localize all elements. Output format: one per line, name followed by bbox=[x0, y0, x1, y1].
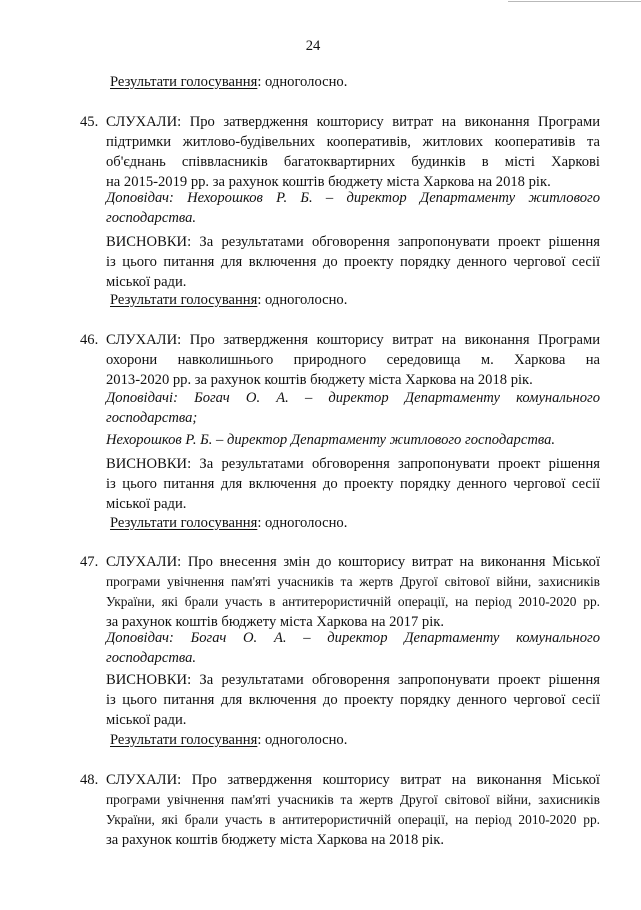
text-line: програми увічнення пам'яті учасників та жертв Другої світової війни, захисників bbox=[106, 792, 600, 807]
voting-result-label: Результати голосування bbox=[110, 515, 258, 531]
text-line: господарства. bbox=[106, 210, 197, 226]
text-line: міської ради. bbox=[106, 712, 187, 728]
text-line: міської ради. bbox=[106, 496, 187, 512]
conclusion-text bbox=[106, 454, 600, 514]
speaker-text bbox=[106, 188, 600, 228]
voting-result-value: : одноголосно. bbox=[257, 732, 348, 748]
voting-result bbox=[110, 730, 347, 750]
text-line: СЛУХАЛИ: Про затвердження кошторису витрат на виконання Програми bbox=[106, 332, 600, 348]
item-number: 45. bbox=[80, 114, 99, 130]
heard-text bbox=[106, 112, 600, 192]
voting-result bbox=[110, 290, 347, 310]
text-line: Нехорошков Р. Б. – директор Департаменту житлового господарства. bbox=[106, 432, 556, 448]
text-line: ВИСНОВКИ: За результатами обговорення запропонувати проект рішення bbox=[106, 456, 600, 472]
text-line: об'єднань співвласників багатоквартирних будинків в місті Харкові bbox=[106, 154, 600, 170]
speaker-2-text bbox=[106, 430, 600, 450]
item-number: 46. bbox=[80, 332, 99, 348]
item-number: 48. bbox=[80, 772, 99, 788]
heard-text bbox=[106, 330, 600, 390]
text-line: СЛУХАЛИ: Про затвердження кошторису витрат на виконання Програми bbox=[106, 114, 600, 130]
voting-result bbox=[110, 72, 347, 92]
text-line: господарства. bbox=[106, 650, 197, 666]
text-line: за рахунок коштів бюджету міста Харкова на 2017 рік. bbox=[106, 614, 445, 630]
voting-result-label: Результати голосування bbox=[110, 74, 258, 90]
text-line: із цього питання для включення до проекту порядку денного чергової сесії bbox=[106, 476, 600, 492]
text-line: України, які брали участь в антитерористичній операції, на період 2010-2020 рр. bbox=[106, 594, 600, 609]
voting-result-label: Результати голосування bbox=[110, 732, 258, 748]
text-line: господарства; bbox=[106, 410, 198, 426]
text-line: охорони навколишнього природного середовища м. Харкова на bbox=[106, 352, 600, 368]
text-line: підтримки житлово-будівельних кооперативів, житлових кооперативів та bbox=[106, 134, 600, 150]
heard-text bbox=[106, 552, 600, 632]
text-line: СЛУХАЛИ: Про затвердження кошторису витрат на виконання Міської bbox=[106, 772, 600, 788]
conclusion-text bbox=[106, 232, 600, 292]
text-line: міської ради. bbox=[106, 274, 187, 290]
text-line: на 2015-2019 рр. за рахунок коштів бюджету міста Харкова на 2018 рік. bbox=[106, 174, 551, 190]
speaker-text bbox=[106, 388, 600, 428]
voting-result-value: : одноголосно. bbox=[257, 515, 348, 531]
top-rule bbox=[508, 1, 641, 2]
heard-text bbox=[106, 770, 600, 850]
text-line: ВИСНОВКИ: За результатами обговорення запропонувати проект рішення bbox=[106, 234, 600, 250]
text-line: із цього питання для включення до проекту порядку денного чергової сесії bbox=[106, 692, 600, 708]
text-line: із цього питання для включення до проекту порядку денного чергової сесії bbox=[106, 254, 600, 270]
voting-result-label: Результати голосування bbox=[110, 292, 258, 308]
text-line: Доповідачі: Богач О. А. – директор Департаменту комунального bbox=[106, 390, 600, 406]
text-line: 2013-2020 рр. за рахунок коштів бюджету міста Харкова на 2018 рік. bbox=[106, 372, 533, 388]
voting-result-value: : одноголосно. bbox=[257, 292, 348, 308]
item-number: 47. bbox=[80, 554, 99, 570]
text-line: програми увічнення пам'яті учасників та жертв Другої світової війни, захисників bbox=[106, 574, 600, 589]
text-line: Доповідач: Богач О. А. – директор Департаменту комунального bbox=[106, 630, 600, 646]
text-line: ВИСНОВКИ: За результатами обговорення запропонувати проект рішення bbox=[106, 672, 600, 688]
text-line: України, які брали участь в антитерористичній операції, на період 2010-2020 рр. bbox=[106, 812, 600, 827]
speaker-text bbox=[106, 628, 600, 668]
text-line: за рахунок коштів бюджету міста Харкова на 2018 рік. bbox=[106, 832, 445, 848]
voting-result-value: : одноголосно. bbox=[257, 74, 348, 90]
page-number: 24 bbox=[305, 38, 321, 54]
text-line: Доповідач: Нехорошков Р. Б. – директор Департаменту житлового bbox=[106, 190, 600, 206]
conclusion-text bbox=[106, 670, 600, 730]
voting-result bbox=[110, 513, 347, 533]
text-line: СЛУХАЛИ: Про внесення змін до кошторису витрат на виконання Міської bbox=[106, 554, 600, 570]
